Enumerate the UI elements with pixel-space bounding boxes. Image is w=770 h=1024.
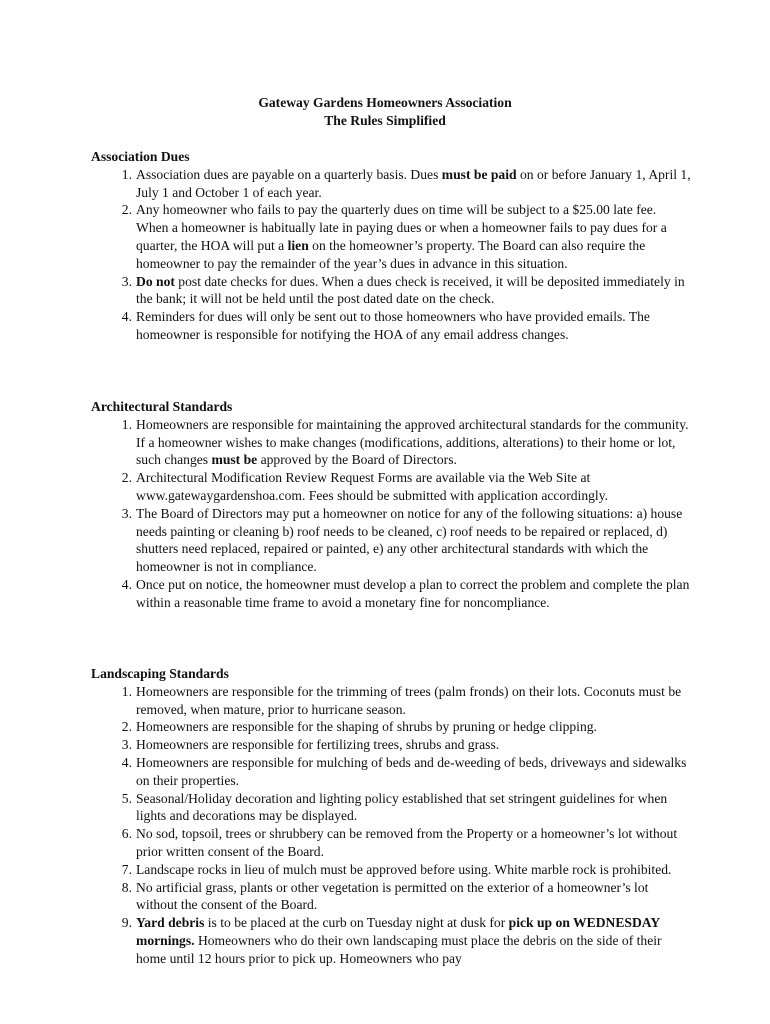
item-number: 6. [121,826,132,842]
item-number: 2. [121,470,132,486]
item-number: 4. [121,754,132,770]
item-number: 5. [121,790,132,806]
list-item: 1. Homeowners are responsible for the trimming of trees (palm fronds) on their lots. Coconuts must be removed, when mature, prior to hurricane season. [91,683,691,719]
item-number: 4. [121,309,132,325]
list-item: 5. Seasonal/Holiday decoration and lighting policy established that set stringent guidelines for when lights and decorations may be displayed. [91,790,691,826]
list-item: 4. Once put on notice, the homeowner must develop a plan to correct the problem and complete the plan within a reasonable time frame to avoid a monetary fine for noncompliance. [91,576,691,612]
list-item: 4. Reminders for dues will only be sent out to those homeowners who have provided emails. The homeowner is responsible for notifying the HOA of any email address changes. [91,308,691,344]
list-item: 3. The Board of Directors may put a homeowner on notice for any of the following situations: a) house needs painting or cleaning b) roof needs to be cleaned, c) roof needs to be repaired or replaced, d) shutters need replaced, repaired or painted, e) any other architectural standards with which the homeowner is not in compliance. [91,505,691,576]
list-item: 7. Landscape rocks in lieu of mulch must be approved before using. White marble rock is prohibited. [91,861,691,879]
item-number: 3. [121,737,132,753]
list-item: 9. Yard debris is to be placed at the curb on Tuesday night at dusk for pick up on WEDNESDAY mornings. Homeowners who do their own landscaping must place the debris on the side of their home until 12 hours prior to pick up. Homeowners who pay [91,914,691,967]
list-item: 1. Association dues are payable on a quarterly basis. Dues must be paid on or before January 1, April 1, July 1 and October 1 of each year. [91,166,691,202]
list-item: 3. Do not post date checks for dues. When a dues check is received, it will be deposited immediately in the bank; it will not be held until the post dated date on the check. [91,273,691,309]
item-number: 1. [121,166,132,182]
item-number: 1. [121,683,132,699]
item-number: 7. [121,861,132,877]
document-title: Gateway Gardens Homeowners Association [258,95,512,110]
list-item: 3. Homeowners are responsible for fertilizing trees, shrubs and grass. [91,736,691,754]
list-item: 8. No artificial grass, plants or other vegetation is permitted on the exterior of a homeowner’s lot without the consent of the Board. [91,879,691,915]
item-number: 3. [121,273,132,289]
dues-list [91,166,691,344]
section-heading: Architectural Standards [91,399,233,414]
item-number: 2. [121,202,132,218]
section-heading: Association Dues [91,149,190,164]
item-number: 3. [121,505,132,521]
item-number: 4. [121,576,132,592]
list-item: 2. Homeowners are responsible for the shaping of shrubs by pruning or hedge clipping. [91,718,691,736]
item-number: 2. [121,719,132,735]
document-subtitle: The Rules Simplified [324,113,446,128]
item-number: 9. [121,915,132,931]
list-item: 2. Any homeowner who fails to pay the quarterly dues on time will be subject to a $25.00 late fee. When a homeowner is habitually late in paying dues or when a homeowner fails to pay dues for a quarter, the HOA will put a lien on the homeowner’s property. The Board can also require the homeowner to pay the remainder of the year’s dues in advance in this situation. [91,201,691,272]
section-heading: Landscaping Standards [91,666,229,681]
architectural-list [91,416,691,612]
list-item: 6. No sod, topsoil, trees or shrubbery can be removed from the Property or a homeowner’s lot without prior written consent of the Board. [91,825,691,861]
item-number: 8. [121,879,132,895]
section-landscaping-standards [91,665,691,968]
section-association-dues [91,148,691,344]
landscaping-list [91,683,691,968]
item-number: 1. [121,416,132,432]
list-item: 4. Homeowners are responsible for mulching of beds and de-weeding of beds, driveways and sidewalks on their properties. [91,754,691,790]
list-item: 1. Homeowners are responsible for maintaining the approved architectural standards for the community. If a homeowner wishes to make changes (modifications, additions, alterations) to their home or lot, such changes must be approved by the Board of Directors. [91,416,691,469]
list-item: 2. Architectural Modification Review Request Forms are available via the Web Site at www.gatewaygardenshoa.com. Fees should be submitted with application accordingly. [91,469,691,505]
section-architectural-standards [91,398,691,612]
